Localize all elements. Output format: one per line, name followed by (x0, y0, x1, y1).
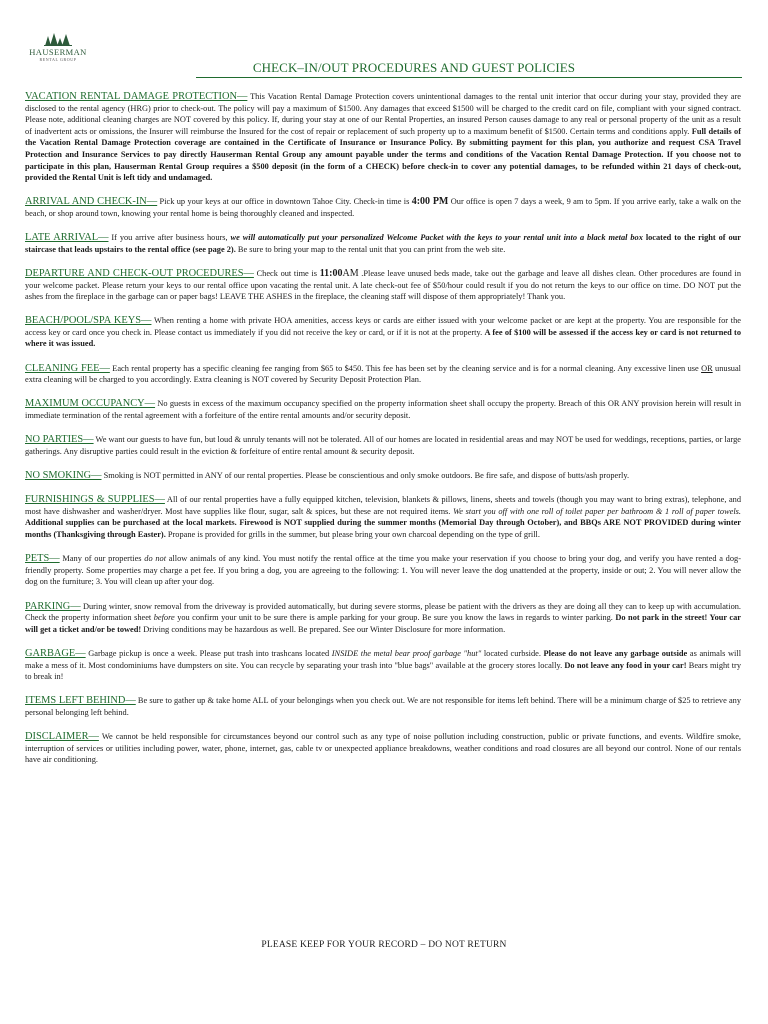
section-max-occupancy (25, 398, 741, 421)
section-no-parties (25, 434, 741, 457)
section-parking (25, 601, 741, 636)
section-items-left-behind (25, 695, 741, 718)
section-text-bold: Do not park in the street! Your car will get a ticket and/or be towed! (25, 613, 742, 634)
section-heading: VACATION RENTAL DAMAGE PROTECTION— (25, 91, 248, 102)
section-disclaimer (25, 731, 741, 766)
section-text: unusual extra cleaning will be charged to you accordingly. Extra cleaning is NOT covered by Security Deposit Protection Plan. (25, 363, 742, 385)
section-heading: ARRIVAL AND CHECK-IN— (25, 196, 158, 208)
section-heading: PARKING— (25, 600, 81, 612)
section-no-smoking (25, 470, 741, 482)
section-text-underline: OR (701, 363, 713, 373)
section-text-italic: INSIDE the metal bear proof garbage "hut" (331, 648, 482, 658)
policy-content (25, 91, 741, 778)
section-text-bold-italic: we will automatically put your personalized Welcome Packet with the keys to your rental unit into a black metal box (230, 233, 643, 243)
section-heading: FURNISHINGS & SUPPLIES— (25, 494, 165, 506)
footer-note: PLEASE KEEP FOR YOUR RECORD – DO NOT RETURN (261, 940, 507, 950)
checkout-time: 11:00 (319, 267, 343, 279)
section-beach-keys (25, 315, 741, 350)
section-heading: NO PARTIES— (25, 434, 94, 446)
section-text: Bears might try to break in! (25, 660, 741, 682)
section-text-bold: Do not leave any food in your car! (564, 660, 687, 670)
section-heading: GARBAGE— (25, 647, 86, 659)
section-text-italic: We start you off with one roll of toilet paper per bathroom & 1 roll of paper towels. (453, 506, 741, 516)
section-text: Our office is open 7 days a week, 9 am to 5pm. If you arrive early, take a walk on the beach, or shop around town, knowing your rental home is being thoroughly cleaned and inspected. (25, 197, 741, 218)
section-text: allow animals of any kind. You must notify the rental office at the time you make your reservation if you choose to bring your dog, and verify you have rented a dog-friendly property. Some properties may charge a pet fee. If you bring a dog, you are agreeing to the following: 1. You will never leave the dog unattended at the property, inside or out; 2. You will never allow the dog on the furniture; 3. You will clean up after your dog. (25, 554, 741, 587)
section-text-bold: A fee of $100 will be assessed if the access key or card is not returned to where it was issued. (25, 327, 741, 349)
section-heading: MAXIMUM OCCUPANCY— (25, 398, 156, 410)
section-text: you confirm your unit to be sure there is ample parking for your group. Be sure you know the laws in regards to winter parking. (174, 613, 616, 623)
section-heading: DISCLAIMER— (25, 731, 99, 743)
section-text: Pick up your keys at our office in downtown Tahoe City. Check-in time is (157, 197, 412, 207)
section-text: Smoking is NOT permitted in ANY of our rental properties. Please be conscientious and only smoke outdoors. Be fire safe, and dispose of butts/ash properly. (101, 471, 630, 480)
section-heading: CLEANING FEE— (25, 362, 110, 374)
section-late-arrival (25, 232, 741, 255)
section-heading: NO SMOKING— (25, 470, 102, 481)
section-text-italic: do not (144, 554, 167, 564)
company-logo (28, 32, 88, 62)
section-text: Many of our properties (59, 554, 145, 564)
section-heading: BEACH/POOL/SPA KEYS— (25, 315, 152, 327)
section-text: as animals will make a mess of it. Most condominiums have dumpsters on site. You can recycle by separating your trash into "blue bags" available at the grocery stores locally. (25, 648, 742, 670)
logo-brand: HAUSERMAN (29, 47, 87, 57)
page-title: CHECK–IN/OUT PROCEDURES AND GUEST POLICIES (252, 60, 576, 75)
section-text-bold: Please do not leave any garbage outside (543, 648, 688, 658)
section-text: No guests in excess of the maximum occupancy specified on the property information sheet shall occupy the property. Breach of this OR ANY provision herein will result in immediate termination of the rental agreement with a forfeiture of the entire rental amounts and/or security deposit. (25, 399, 741, 421)
section-text-bold: Full details of the Vacation Rental Damage Protection coverage are contained in the Certificate of Insurance or Insurance Policy. By submitting payment for this plan, you authorize and request CSA Travel Protection and Insurance Services to pay directly Hauserman Rental Group any amount payable under the terms and conditions of the Vacation Rental Damage Protection. If you choose not to participate in this plan, Hauserman Rental Group requires a $500 deposit (in the form of a CHECK) before check-in to cover any potential damages, to be refunded within 21 days of check-out, provided the Rental Unit is left tidy and undamaged. (25, 126, 741, 183)
tree-logo-icon (41, 32, 75, 46)
section-text-bold: Additional supplies can be purchased at the local markets. Firewood is NOT supplied during the summer months (Memorial Day through October), and BBQs ARE NOT PROVIDED during winter months (Thanksgiving through Easter). (25, 518, 741, 539)
checkin-time: 4:00 PM (411, 196, 449, 208)
section-text: This Vacation Rental Damage Protection covers unintentional damages to the rental unit interior that occur during your stay, provided they are disclosed to the rental agency (HRG) prior to check-out. The policy will pay a maximum of $1500. Any damages that exceed $1500 will be charged to the credit card on file, compliant with your signed contract. Please note, additional cleaning charges are NOT covered by this policy. If, during your stay at one of our Rental Properties, an insured Person causes damage to any real or personal property of the unit as a result of inadvertent acts or omissions, the Insurer will reimburse the Insured for the cost of repair or replacement of such property up to a maximum benefit of $1500. Certain terms and conditions apply. (25, 92, 741, 136)
section-text: We cannot be held responsible for circumstances beyond our control such as any type of noise pollution including construction, public or private functions, and events. Wildfire smoke, interruption of services or utilities including power, water, phone, internet, gas, cable tv or unexpected appliance breakdowns, weather conditions and road closures are all beyond our control. None of our rentals have air conditioning. (25, 732, 741, 765)
section-text: During winter, snow removal from the driveway is provided automatically, but during severe storms, please be patient with the drivers as they are doing all they can to keep up with accumulation. Check the property information sheet (25, 601, 741, 623)
section-text: Each rental property has a specific cleaning fee ranging from $65 to $450. This fee has been set by the cleaning service and is for a normal cleaning. Any excessive linen use (109, 363, 702, 373)
section-text: Driving conditions may be hazardous as well. Be prepared. See our Winter Disclosure for more information. (141, 624, 506, 634)
section-text: Check out time is (253, 268, 320, 278)
section-text: Garbage pickup is once a week. Please put trash into trashcans located (85, 648, 332, 658)
section-text-bold: located to the right of our staircase that leads upstairs to the rental office (see page 2). (25, 233, 741, 254)
section-heading: DEPARTURE AND CHECK-OUT PROCEDURES— (25, 267, 254, 279)
section-text: All of our rental properties have a fully equipped kitchen, television, blankets & pillows, linens, sheets and towels (though you may want to bring extras), telephone, and most have dishwasher and washer/dryer. Most have supplies like flour, sugar, salt & spices, but these are not required items. (25, 495, 741, 516)
section-damage-protection (25, 91, 741, 184)
section-text-italic: before (153, 613, 175, 623)
section-text: Be sure to gather up & take home ALL of your belongings when you check out. We are not responsible for items left behind. There will be a minimum charge of $25 to retrieve any personal belonging left behind. (25, 696, 741, 717)
section-arrival (25, 196, 741, 219)
section-heading: LATE ARRIVAL— (25, 232, 109, 244)
title-underline (196, 77, 742, 78)
section-cleaning-fee (25, 363, 741, 386)
checkout-ampm: AM (342, 267, 359, 279)
section-text: If you arrive after business hours, (108, 233, 231, 243)
section-departure (25, 268, 741, 303)
section-heading: ITEMS LEFT BEHIND— (25, 695, 136, 707)
section-text: Propane is provided for grills in the summer, but please bring your own charcoal depending on the type of grill. (165, 529, 540, 539)
section-text: When renting a home with private HOA amenities, access keys or cards are either issued with your welcome packet or are kept at the property. You are responsible for the access key or card once you check in. Please contact us immediately if you did not receive the key or card, or if it is not at the property. (25, 316, 742, 337)
section-text: Be sure to bring your map to the rental unit that you can print from the web site. (235, 244, 506, 254)
section-text: located curbside. (481, 648, 544, 658)
section-furnishings (25, 494, 741, 540)
logo-tagline: RENTAL GROUP (39, 57, 77, 62)
section-pets (25, 553, 741, 588)
section-text: We want our guests to have fun, but loud & unruly tenants will not be tolerated. All of our homes are located in residential areas and may NOT be used for weddings, receptions, parties, or large gatherings. Any disruptive parties could result in the eviction & forfeiture of entire rental amount & security deposit. (25, 435, 741, 456)
section-heading: PETS— (25, 553, 60, 565)
section-garbage (25, 648, 741, 683)
section-text: .Please leave unused beds made, take out the garbage and leave all dishes clean. Other procedures are found in your welcome packet. Please return your keys to our rental office upon vacating the rental unit. A late check-out fee of $50/hour could result if you do not return the keys to our office on time. DO NOT put the ashes from the fireplace in the garbage can or paper bags! LEAVE THE ASHES in the fireplace, the cleaning staff will dispose of them appropriately! Thank you. (25, 268, 741, 302)
